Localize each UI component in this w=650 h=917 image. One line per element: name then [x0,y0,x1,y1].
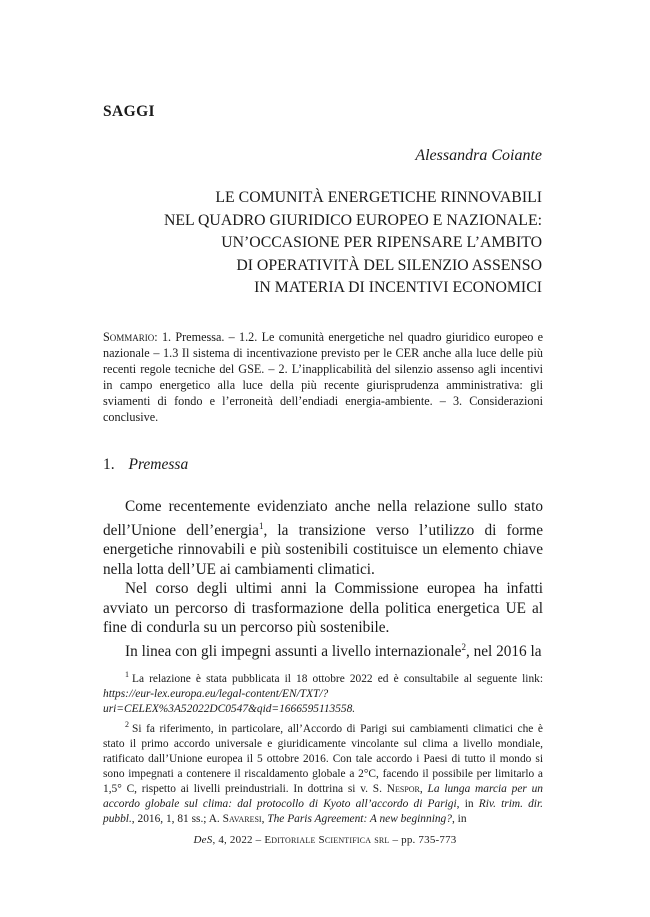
title-line: IN MATERIA DI INCENTIVI ECONOMICI [254,279,542,296]
article-title [72,187,542,300]
summary-text: 1. Premessa. – 1.2. Le comunità energetiche nel quadro giuridico europeo e nazionale – 1.3 Il sistema di incentivazione previsto per le CER anche alla luce delle più recenti regole tecniche del GSE. – 2. L’inapplicabilità del silenzio assenso agli incentivi in campo energetico alla luce della più recente giurisprudenza amministrativa: gli sviamenti di fondo e l’erroneità dell’endiadi energia-ambiente. – 3. Considerazioni conclusive. [103,330,543,424]
journal-name: DeS [193,834,213,846]
cited-title: The Paris Agreement: A new beginning? [267,812,452,825]
footnote-text: , [261,812,268,825]
paragraph-text: , la transizione verso l’utilizzo di forme energetiche rinnovabili e più sostenibili costituisce un elemento chiave nella lotta dell’UE ai cambiamenti climatici. [103,521,543,578]
footer-text: – pp. 735-773 [389,834,457,846]
table-of-contents-summary [103,329,543,425]
footnote-text: La relazione è stata pubblicata il 18 ottobre 2022 ed è consultabile al seguente link: [132,672,543,685]
footnote [103,667,543,717]
title-line: UN’OCCASIONE PER RIPENSARE L’AMBITO [221,234,542,251]
footnote-number: 2 [125,719,129,729]
footnote-text: , 2016, 1, 81 ss.; A. [131,812,223,825]
footnote-text: Si fa riferimento, in particolare, all’Accordo di Parigi sui cambiamenti climatici che è stato il primo accordo universale e giuridicamente vincolante sul clima a livello mondiale, ratificato dall’Unione europea il 5 ottobre 2016. Con tale accordo i Paesi di tutto il mondo si sono impegnati a contenere il riscaldamento globale a 2°C, facendo il possibile per limitarlo a 1,5° C, rispetto ai livelli preindustriali. In dottrina si v. S. [103,722,543,795]
summary-label: Sommario: [103,330,158,344]
title-line: DI OPERATIVITÀ DEL SILENZIO ASSENSO [236,256,542,274]
paragraph [103,638,543,662]
cited-author: Nespor [386,782,420,795]
cited-journal: Riv. trim. dir. pubbl. [103,797,543,825]
footnote-number: 1 [125,670,129,679]
paragraph-text: Come recentemente evidenziato anche nella relazione sullo stato dell’Unione dell’energia [103,498,543,539]
footnotes [103,667,543,827]
footnote-text: , in [456,797,479,810]
page-footer [0,834,650,846]
footnote-ref[interactable]: 1 [258,520,264,531]
paragraph-text: , nel 2016 la [465,642,542,660]
publisher-name: Editoriale Scientifica srl [264,834,390,846]
footnote [103,717,543,827]
footnote-link[interactable]: https://eur-lex.europa.eu/legal-content/EN/TXT/?uri=CELEX%3A52022DC0547&qid=1666595113558. [103,687,356,715]
title-line: NEL QUADRO GIURIDICO EUROPEO E NAZIONALE: [163,211,542,229]
cited-title: La lunga marcia per un accordo globale sul clima: dal protocollo di Kyoto all’accordo di Parigi [103,782,543,810]
section-title: Premessa [128,456,189,473]
footer-text: , 4, 2022 – [212,834,265,846]
article-author: Alessandra Coiante [415,147,542,164]
paragraph-text: In linea con gli impegni assunti a livello internazionale [125,642,462,660]
body-text [103,497,543,661]
cited-author: Savaresi [222,812,262,825]
footnote-text: , in [451,812,467,825]
section-label: SAGGI [103,103,155,120]
paragraph: Nel corso degli ultimi anni la Commissione europea ha infatti avviato un percorso di trasformazione della politica energetica UE al fine di condurla su un percorso più sostenibile. [103,580,543,637]
title-line: LE COMUNITÀ ENERGETICHE RINNOVABILI [215,189,542,206]
footnote-text: , [419,782,428,795]
section-heading [103,456,188,474]
footnote-ref[interactable]: 2 [461,641,466,652]
paragraph [103,497,543,579]
section-number: 1. [103,456,115,473]
